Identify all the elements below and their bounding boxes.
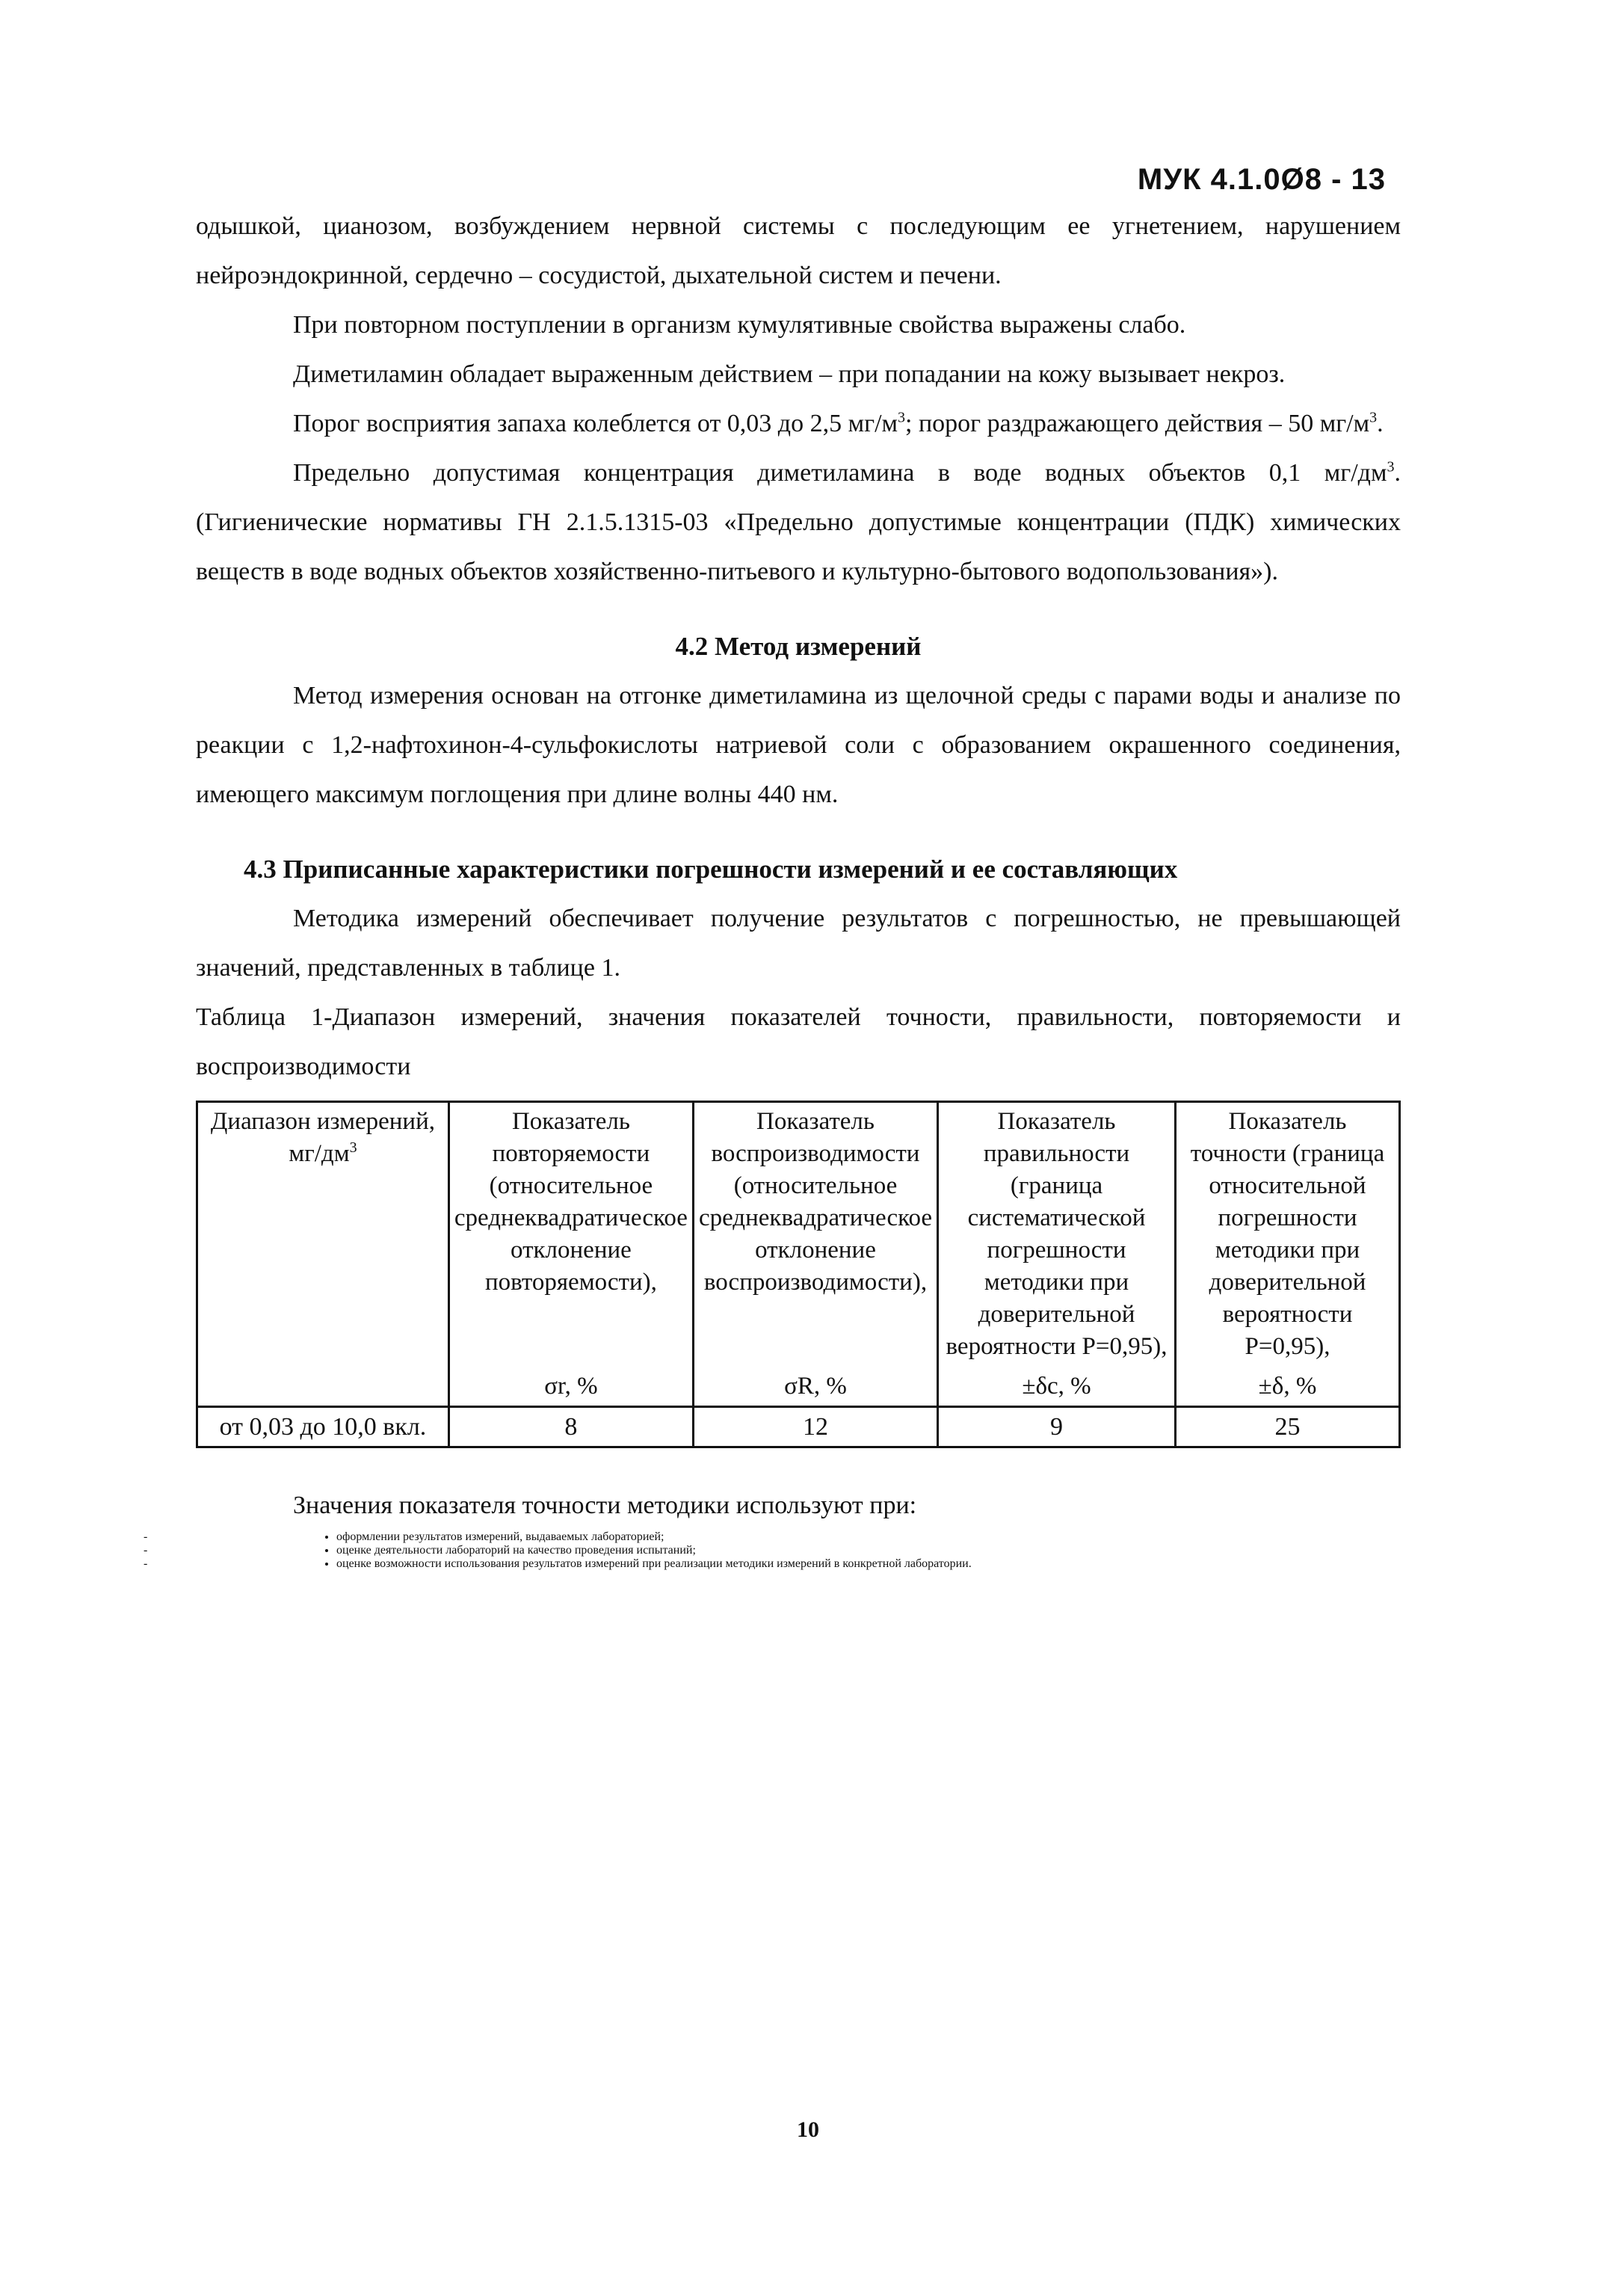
table-units-row [197,1366,1400,1407]
header-range: Диапазон измерений, $мг/дм^3$ [197,1102,449,1367]
list-item-text: оформлении результатов измерений, выдаваемых лабораторией; [336,1530,664,1543]
superscript-3: 3 [898,409,906,426]
section-4-3-text: Методика измерений обеспечивает получение результатов с погрешностью, не превышающей значений, представленных в таблице 1. [196,905,1401,982]
paragraph-odor-threshold [196,399,1401,449]
pdk-text-b: . (Гигиенические нормативы ГН 2.1.5.1315-03 «Предельно допустимые концентрации (ПДК) химических веществ в воде водных объектов хозяйственно-питьевого и культурно-бытового водопользования»). [196,459,1401,585]
unit-range [197,1366,449,1407]
list-item-text: оценке возможности использования результатов измерений при реализации методики измерений в конкретной лаборатории. [336,1557,972,1570]
bullet-dash: • - [144,1557,148,1570]
list-item-text: оценке деятельности лабораторий на качество проведения испытаний; [336,1544,696,1557]
accuracy-table [196,1101,1401,1448]
document-code: МУК 4.1.0Ø8 - 13 [1137,163,1386,196]
odor-text-c: . [1377,410,1384,437]
unit-trueness: ±δс, % [938,1366,1176,1407]
table-row [197,1407,1400,1447]
paragraph-necrosis: Диметиламин обладает выраженным действием – при попадании на кожу вызывает некроз. [293,360,1286,388]
cell-trueness: 9 [938,1407,1176,1447]
unit-reproducibility: σR, % [693,1366,937,1407]
paragraph-cumulative: При повторном поступлении в организм кумулятивные свойства выражены слабо. [293,311,1186,339]
unit-repeatability: σr, % [448,1366,693,1407]
usage-intro: Значения показателя точности методики используют при: [293,1492,917,1519]
bullet-dash: • - [144,1544,148,1557]
table-caption: Таблица 1-Диапазон измерений, значения показателей точности, правильности, повторяемости и воспроизводимости [196,1003,1401,1080]
superscript-3: 3 [1369,409,1378,426]
document-body [144,202,1401,1571]
cell-range: от 0,03 до 10,0 вкл. [197,1407,449,1447]
pdk-text-a: Предельно допустимая концентрация диметиламина в воде водных объектов 0,1 мг/дм [293,459,1387,487]
section-4-3-title: 4.3 Приписанные характеристики погрешности измерений и ее составляющих [244,855,1178,884]
section-4-2-text: Метод измерения основан на отгонке диметиламина из щелочной среды с парами воды и анализе по реакции с 1,2-нафтохинон-4-сульфокислоты натриевой соли с образованием окрашенного соединения, имеющего максимум поглощения при длине волны 440 нм. [196,682,1401,808]
header-repeatability: Показатель повторяемости (относительное среднеквадратическое отклонение повторяемости), [448,1102,693,1367]
superscript-3: 3 [1387,458,1395,475]
list-item [144,1530,1401,1544]
odor-text-b: ; порог раздражающего действия – 50 мг/м [905,410,1370,437]
header-trueness: Показатель правильности (граница систематической погрешности методики при доверительной вероятности P=0,95), [938,1102,1176,1367]
section-4-2-title: 4.2 Метод измерений [675,632,922,661]
bullet-dash: • - [144,1530,148,1543]
cell-accuracy: 25 [1176,1407,1400,1447]
cell-repeatability: 8 [448,1407,693,1447]
table-header-row [197,1102,1400,1367]
header-accuracy: Показатель точности (граница относительной погрешности методики при доверительной вероятности P=0,95), [1176,1102,1400,1367]
cell-reproducibility: 12 [693,1407,937,1447]
unit-accuracy: ±δ, % [1176,1366,1400,1407]
header-reproducibility: Показатель воспроизводимости (относительное среднеквадратическое отклонение воспроизводимости), [693,1102,937,1367]
paragraph-symptoms: одышкой, цианозом, возбуждением нервной системы с последующим ее угнетением, нарушением нейроэндокринной, сердечно – сосудистой, дыхательной систем и печени. [196,212,1401,289]
odor-text-a: Порог восприятия запаха колеблется от 0,03 до 2,5 мг/м [293,410,898,437]
paragraph-pdk [196,449,1401,597]
page-number: 10 [797,2117,819,2142]
list-item [144,1544,1401,1557]
list-item [144,1557,1401,1571]
usage-list [144,1530,1401,1571]
